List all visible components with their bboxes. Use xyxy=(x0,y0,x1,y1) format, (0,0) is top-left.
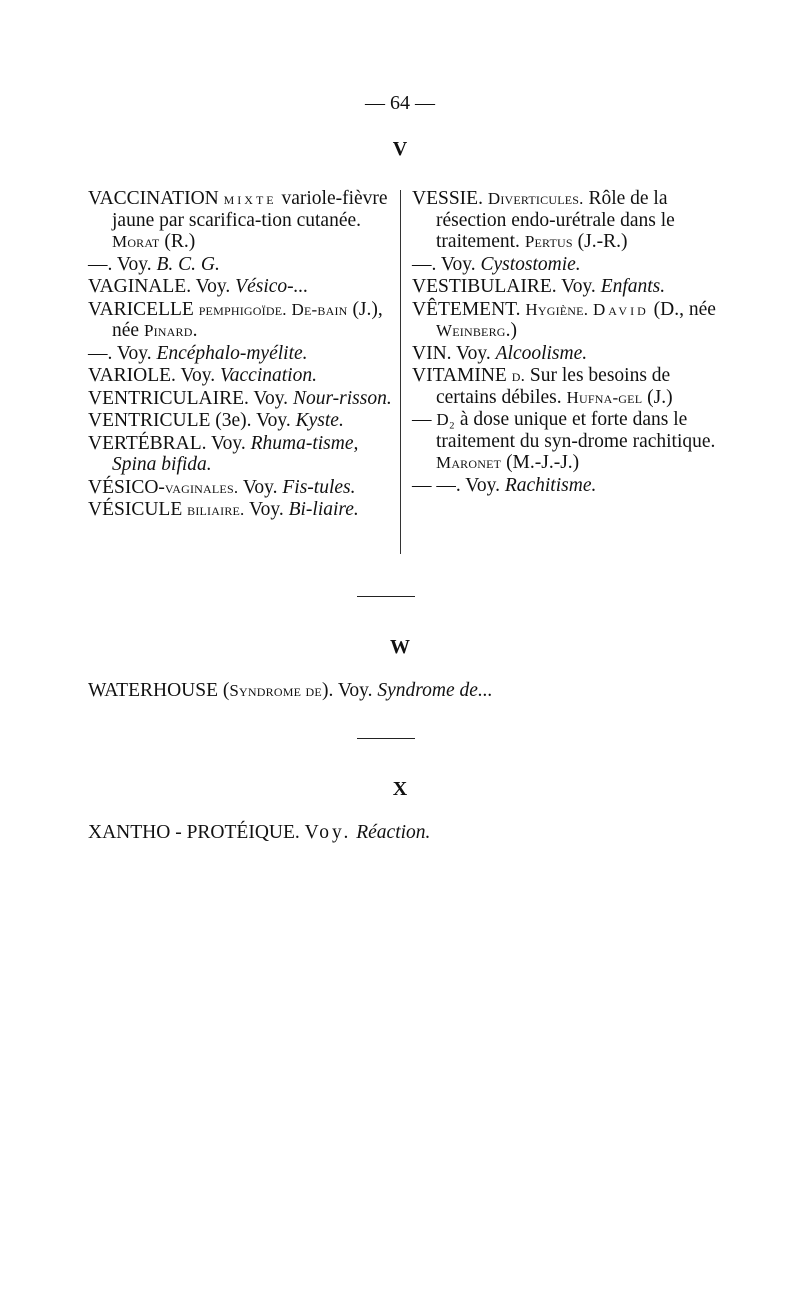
entry-subhead: d. xyxy=(511,366,526,385)
page-number: — 64 — xyxy=(365,92,435,114)
entry-dash: —. Voy. xyxy=(88,253,157,275)
entry-text: Rôle de la résection endo-urétrale dans le traitement. xyxy=(436,188,675,252)
entry-head: VAGINALE. Voy. xyxy=(88,276,236,297)
entry-ref: Alcoolisme. xyxy=(495,342,588,364)
section-letter-w: W xyxy=(390,636,410,658)
entry-dash: —. Voy. xyxy=(412,253,481,275)
left-column xyxy=(88,188,393,522)
entry-ref: Cystostomie. xyxy=(480,253,581,275)
entry-ref: Réaction. xyxy=(356,822,431,843)
entry-tail: (R.) xyxy=(159,231,196,252)
entry-head: VESSIE. xyxy=(412,188,488,209)
entry-author: Morat xyxy=(112,232,160,251)
entry-tail: (J.-R.) xyxy=(572,231,628,252)
entry-subhead: pemphigoïde. xyxy=(198,299,287,319)
entry-tail: (M.-J.-J.) xyxy=(501,452,580,473)
entry-ref: Syndrome de... xyxy=(377,680,493,701)
entry-head: VÉSICO- xyxy=(88,476,165,498)
index-entry xyxy=(412,299,717,342)
section-letter-v: V xyxy=(392,138,408,160)
entry-text: ). Voy. xyxy=(321,680,378,701)
entry-subhead: Diverticules. xyxy=(487,189,584,208)
entry-ref: Rachitisme. xyxy=(504,474,597,496)
entry-ref: Rhuma-tisme, Spina bifida. xyxy=(112,432,359,475)
entry-head: VENTRICULE (3e). Voy. xyxy=(88,410,296,431)
entry-head: VITAMINE xyxy=(412,365,512,386)
entry-head: WATERHOUSE ( xyxy=(88,680,230,701)
entry-ref: B. C. G. xyxy=(156,253,220,275)
entry-author: Pinard xyxy=(143,321,193,340)
entry-subhead: biliaire. xyxy=(187,500,245,519)
index-entry xyxy=(88,365,393,387)
index-entry xyxy=(88,299,393,342)
entry-text: Voy. xyxy=(244,499,289,520)
entry-dash: —. Voy. xyxy=(88,342,157,364)
entry-text: Sur les besoins de certains débiles. xyxy=(436,365,671,408)
entry-author: Maronet xyxy=(436,453,502,472)
right-column xyxy=(412,188,717,497)
index-entry xyxy=(412,409,717,474)
entry-author: Hufna-gel xyxy=(566,387,643,407)
index-entry xyxy=(412,254,717,276)
entry-voy: Voy. xyxy=(304,822,352,843)
entry-text: à dose unique et forte dans le traitement du syn-drome rachitique. xyxy=(436,409,716,452)
section-letter-x: X xyxy=(392,778,408,800)
index-entry xyxy=(88,343,393,365)
entry-tail: (D., née xyxy=(648,298,716,320)
entry-tail: (J.), née xyxy=(112,298,383,341)
index-entry xyxy=(412,188,717,253)
entry-tail: .) xyxy=(505,320,518,341)
entry-head: XANTHO - PROTÉIQUE. xyxy=(88,822,305,843)
index-entry xyxy=(88,276,393,298)
entry-author: Weinberg xyxy=(436,321,506,340)
entry-subhead: Syndrome de xyxy=(229,681,322,700)
index-entry-waterhouse xyxy=(88,680,493,702)
entry-head: VÉSICULE xyxy=(88,499,188,520)
entry-ref: Encéphalo-myélite. xyxy=(156,342,308,364)
entry-text: Voy. xyxy=(238,476,283,498)
index-entry xyxy=(88,477,393,499)
entry-ref: Bi-liaire. xyxy=(288,499,359,520)
column-divider xyxy=(400,190,401,554)
entry-head: VENTRICULAIRE. Voy. xyxy=(88,387,293,409)
index-entry xyxy=(88,433,393,476)
entry-ref: Vaccination. xyxy=(220,365,317,386)
entry-author: De-bain xyxy=(291,299,348,319)
entry-head: VARIOLE. Voy. xyxy=(88,365,221,386)
index-entry-xantho xyxy=(88,822,430,844)
entry-tail: (J.) xyxy=(642,386,673,408)
entry-head: VACCINATION xyxy=(88,188,219,209)
index-entry xyxy=(412,475,717,497)
entry-subhead: vaginales. xyxy=(164,477,239,497)
index-entry xyxy=(88,188,393,253)
index-entry xyxy=(88,388,393,410)
entry-head: VESTIBULAIRE. Voy. xyxy=(412,276,601,297)
index-entry xyxy=(412,343,717,365)
entry-tail: . xyxy=(192,320,198,341)
entry-ref: Fis-tules. xyxy=(282,476,356,498)
entry-head: VÊTEMENT. xyxy=(412,298,526,320)
entry-subhead: Hygiène. xyxy=(525,299,589,319)
index-entry xyxy=(88,410,393,432)
entry-author: David xyxy=(593,299,649,319)
entry-author: Pertus xyxy=(524,232,573,251)
entry-ref: Kyste. xyxy=(295,410,344,431)
entry-head: VERTÉBRAL. Voy. xyxy=(88,432,251,454)
entry-subhead: D₂ xyxy=(436,410,455,429)
index-entry xyxy=(88,499,393,521)
entry-dash: — —. Voy. xyxy=(412,474,505,496)
entry-ref: Vésico-... xyxy=(235,276,309,297)
entry-head: VARICELLE xyxy=(88,298,199,320)
entry-ref: Nour-risson. xyxy=(292,387,392,409)
entry-head: VIN. Voy. xyxy=(412,342,496,364)
entry-ref: Enfants. xyxy=(600,276,666,297)
index-entry xyxy=(88,254,393,276)
entry-subhead: mixte xyxy=(223,189,277,208)
section-divider xyxy=(357,596,415,597)
entry-dash: — xyxy=(412,409,437,430)
index-entry xyxy=(412,365,717,408)
entry-text: variole-fièvre jaune par scarifica-tion cutanée. xyxy=(112,188,388,231)
section-divider xyxy=(357,738,415,739)
index-entry xyxy=(412,276,717,298)
